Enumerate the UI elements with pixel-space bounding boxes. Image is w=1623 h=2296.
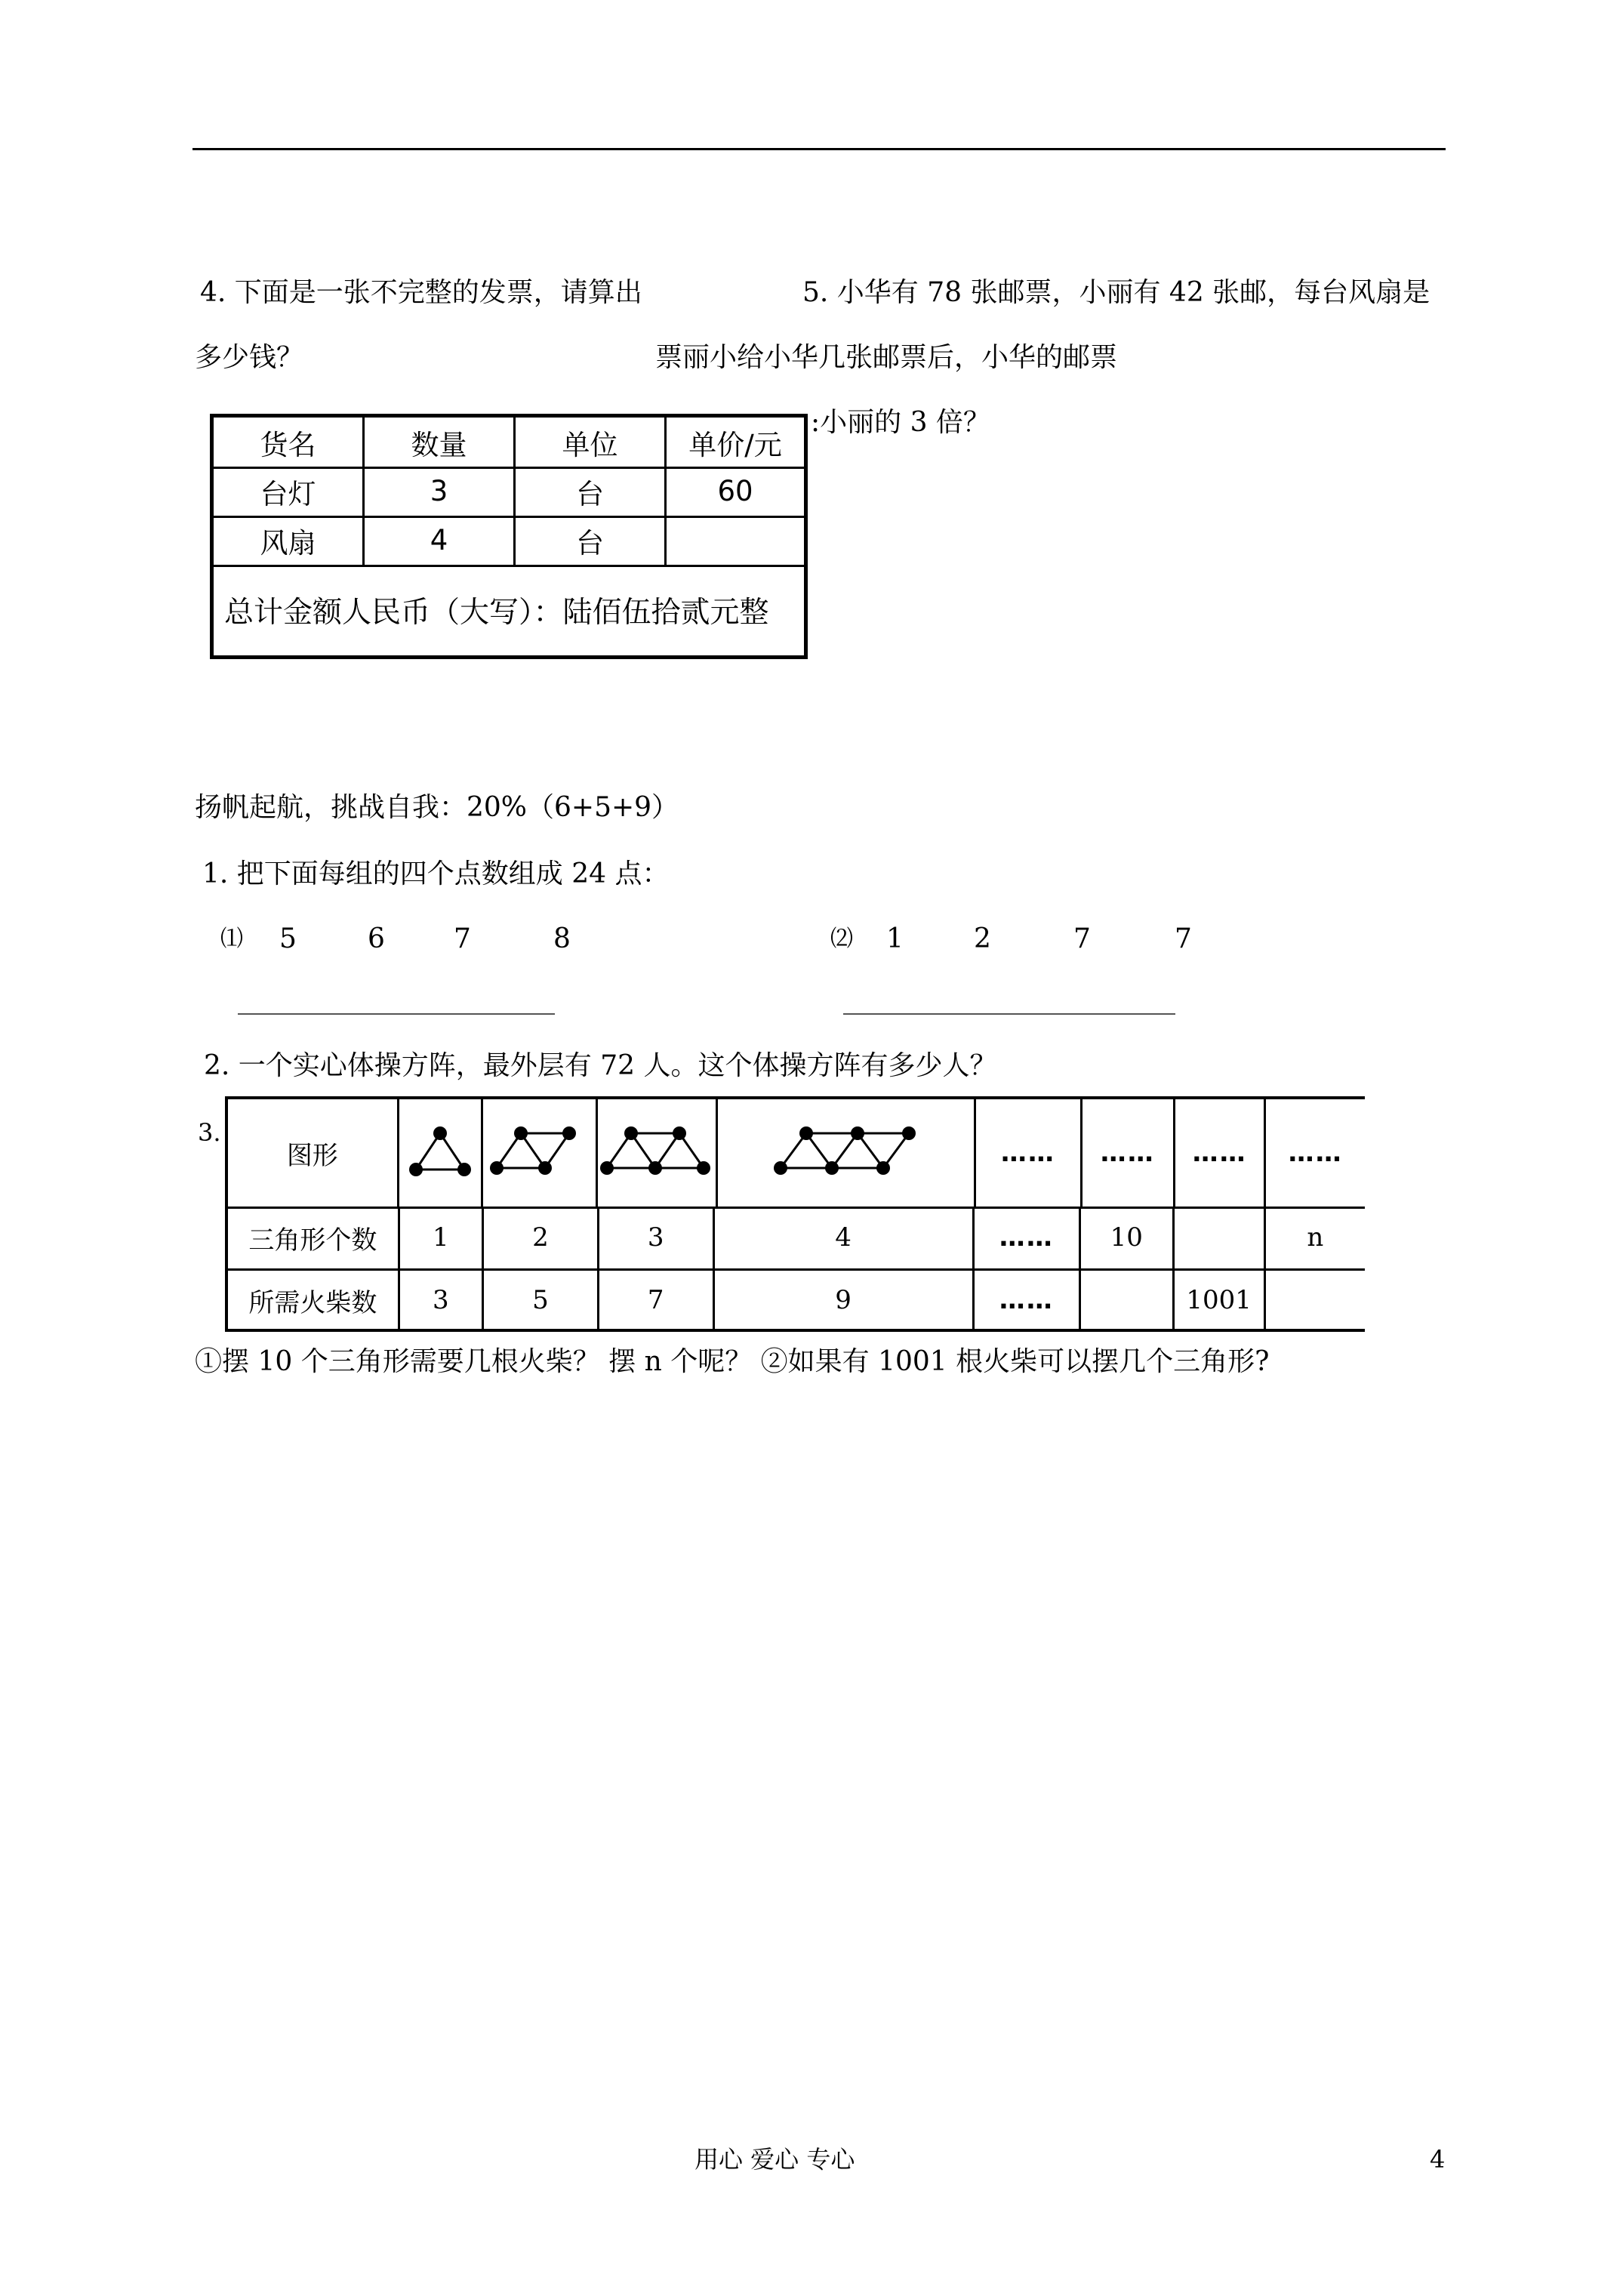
c3-question: ①摆 10 个三角形需要几根火柴？ 摆 n 个呢？ ②如果有 1001 根火柴可以摆几个三角形? <box>195 1346 1270 1377</box>
row-header: 所需火柴数 <box>228 1268 400 1332</box>
c1-group1-num: 7 <box>454 923 471 954</box>
invoice-row <box>214 467 804 518</box>
table-cell: 7 <box>599 1268 715 1332</box>
invoice-header-cell: 数量 <box>365 418 516 467</box>
table-row <box>228 1268 1365 1332</box>
invoice-header-cell: 单价/元 <box>688 428 782 461</box>
triangle-figure-2 <box>483 1099 598 1207</box>
table-cell <box>1081 1268 1175 1332</box>
matchstick-table <box>225 1096 1365 1332</box>
ellipsis-cell: …… <box>1083 1099 1175 1207</box>
ellipsis-cell: …… <box>976 1099 1083 1207</box>
c1-group2-num: 7 <box>1175 923 1192 954</box>
invoice-table <box>210 414 808 659</box>
table-cell: 10 <box>1081 1207 1175 1268</box>
triangle-figure-4 <box>718 1099 976 1207</box>
ellipsis-cell: …… <box>1175 1099 1267 1207</box>
invoice-cell: 60 <box>717 475 753 507</box>
triangle-figure-3 <box>598 1099 718 1207</box>
table-cell: 1001 <box>1175 1268 1266 1332</box>
invoice-header-row <box>214 418 804 469</box>
invoice-cell: 风扇 <box>214 516 365 565</box>
invoice-total: 总计金额人民币（大写）：陆佰伍拾贰元整 <box>224 596 769 630</box>
invoice-row <box>214 516 804 567</box>
table-cell: n <box>1307 1222 1324 1253</box>
c1-group2-num: 7 <box>1073 923 1091 954</box>
table-cell: …… <box>975 1207 1081 1268</box>
invoice-cell: 3 <box>365 467 516 516</box>
ellipsis-cell: …… <box>1288 1138 1343 1168</box>
invoice-header-cell: 货名 <box>214 418 365 467</box>
table-cell: 5 <box>484 1268 599 1332</box>
table-row <box>228 1099 1365 1209</box>
c1-group1-num: 8 <box>553 923 571 954</box>
invoice-cell <box>667 516 804 565</box>
footer-motto: 用心 爱心 专心 <box>694 2145 855 2174</box>
table-cell <box>1266 1268 1365 1332</box>
c1-group2-num: 1 <box>886 923 904 954</box>
invoice-cell: 台 <box>516 516 667 565</box>
row-header: 三角形个数 <box>228 1207 400 1268</box>
table-cell: …… <box>975 1268 1081 1332</box>
table-cell: 1 <box>400 1207 484 1268</box>
page-number: 4 <box>1430 2145 1446 2174</box>
table-row <box>228 1207 1365 1271</box>
invoice-cell: 4 <box>365 516 516 565</box>
invoice-cell: 台灯 <box>214 467 365 516</box>
c3-label: 3. <box>198 1118 221 1147</box>
q5-line1: 5. 小华有 78 张邮票，小丽有 42 张邮，每台风扇是 <box>802 277 1431 308</box>
table-cell: 3 <box>599 1207 715 1268</box>
invoice-cell: 台 <box>516 467 667 516</box>
c1-group2-num: 2 <box>974 923 991 954</box>
triangle-figure-1 <box>399 1099 483 1207</box>
section-title: 扬帆起航，挑战自我：20%（6+5+9） <box>195 792 679 823</box>
c2-text: 2. 一个实心体操方阵，最外层有 72 人。这个体操方阵有多少人？ <box>204 1050 997 1081</box>
answer-blank-2[interactable] <box>843 1013 1175 1015</box>
table-cell: 9 <box>715 1268 975 1332</box>
c1-group2-label: ⑵ <box>830 926 853 952</box>
invoice-header-cell: 单位 <box>516 418 667 467</box>
row-header: 图形 <box>228 1099 399 1207</box>
table-cell: 3 <box>400 1268 484 1332</box>
c1-group1-num: 6 <box>368 923 385 954</box>
q4-line2: 多少钱？ <box>195 342 304 373</box>
q4-line1: 4. 下面是一张不完整的发票，请算出 <box>200 277 642 308</box>
c1-text: 1. 把下面每组的四个点数组成 24 点： <box>202 858 670 889</box>
q5-line2: 票丽小给小华几张邮票后，小华的邮票 <box>655 342 1118 373</box>
c1-group1-label: ⑴ <box>220 926 243 952</box>
answer-blank-1[interactable] <box>238 1013 555 1015</box>
table-cell <box>1175 1207 1266 1268</box>
q5-line3: :小丽的 3 倍？ <box>811 407 990 438</box>
table-cell: 4 <box>715 1207 975 1268</box>
c1-group1-num: 5 <box>279 923 297 954</box>
table-cell: 2 <box>484 1207 599 1268</box>
header-rule <box>192 148 1446 150</box>
